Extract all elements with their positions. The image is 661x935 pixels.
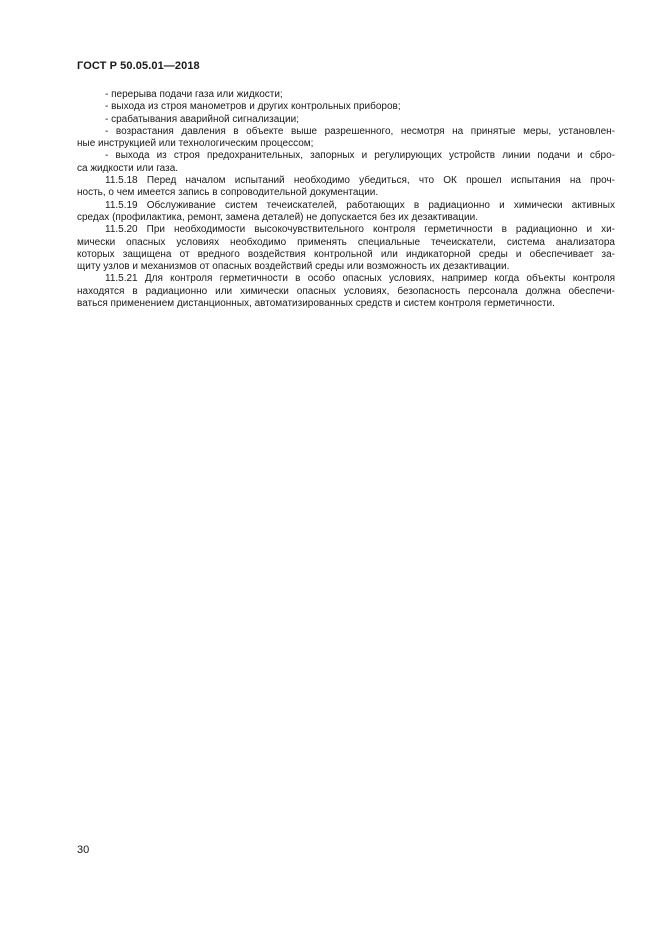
text-line: находятся в радиационно или химически опасных условиях, безопасность персонала должна обеспечи- bbox=[77, 285, 615, 297]
text-line: 11.5.19 Обслуживание систем течеискателей, работающих в радиационно и химически активных bbox=[105, 199, 615, 211]
text-line: средах (профилактика, ремонт, замена деталей) не допускается без их дезактивации. bbox=[77, 211, 478, 223]
text-line: - перерыва подачи газа или жидкости; bbox=[105, 89, 283, 100]
text-line: 11.5.21 Для контроля герметичности в особо опасных условиях, например когда объекты контроля bbox=[105, 273, 615, 285]
body-text bbox=[77, 89, 615, 310]
text-line: са жидкости или газа. bbox=[77, 162, 179, 174]
text-line: - выхода из строя предохранительных, запорных и регулирующих устройств линии подачи и сбро- bbox=[105, 150, 615, 162]
text-line: мически опасных условиях необходимо применять специальные течеискатели, система анализатора bbox=[77, 236, 615, 248]
document-code-header: ГОСТ Р 50.05.01—2018 bbox=[77, 60, 200, 72]
text-line: 11.5.18 Перед началом испытаний необходимо убедиться, что ОК прошел испытания на проч- bbox=[105, 175, 615, 187]
text-line: 11.5.20 При необходимости высокочувствительного контроля герметичности в радиационно и хи- bbox=[105, 224, 615, 236]
text-line: ваться применением дистанционных, автоматизированных средств и систем контроля герметичности. bbox=[77, 298, 555, 310]
text-line: - возрастания давления в объекте выше разрешенного, несмотря на принятые меры, установлен- bbox=[105, 125, 615, 137]
page-number: 30 bbox=[77, 844, 90, 856]
text-line: ность, о чем имеется запись в сопроводительной документации. bbox=[77, 187, 379, 199]
text-line: ные инструкцией или технологическим процессом; bbox=[77, 138, 314, 150]
text-line: - срабатывания аварийной сигнализации; bbox=[105, 113, 299, 125]
text-line: щиту узлов и механизмов от опасных воздействий среды или возможность их дезактивации. bbox=[77, 261, 510, 273]
text-line: - выхода из строя манометров и других контрольных приборов; bbox=[105, 101, 401, 113]
text-line: которых защищена от вредного воздействия контрольной или индикаторной среды и обеспечивает за- bbox=[77, 248, 615, 260]
